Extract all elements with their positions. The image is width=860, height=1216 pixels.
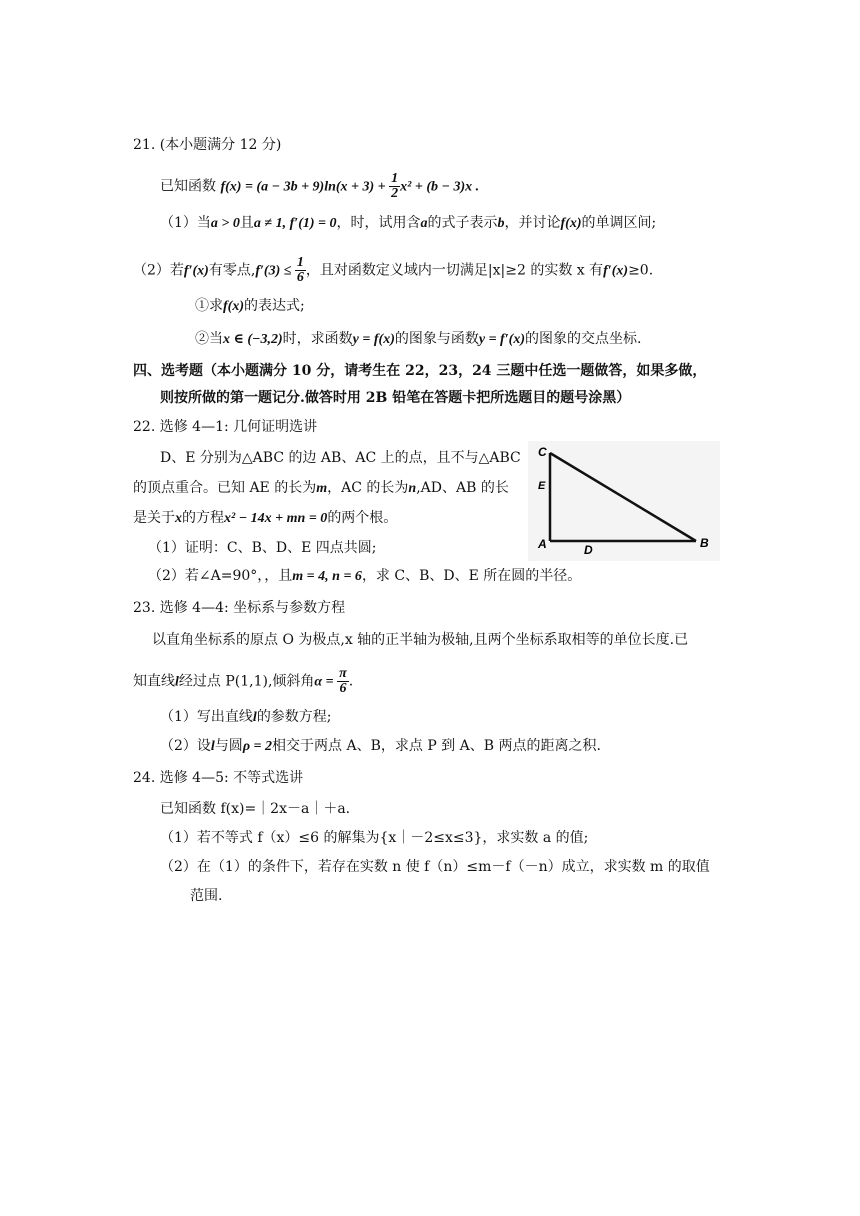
label-a: A	[538, 537, 547, 551]
label-e: E	[538, 480, 546, 492]
q21-p2-f: f′(x)	[603, 263, 629, 279]
q23-header: 23. 选修 4—4: 坐标系与参数方程	[133, 600, 346, 616]
triangle-figure	[528, 441, 720, 561]
q21-sub2	[195, 329, 641, 350]
q23-p1-b: l	[252, 710, 257, 725]
q22-l3-a: 是关于	[133, 510, 175, 526]
q24-line1: 已知函数 f(x)=｜2x－a｜＋a.	[160, 801, 351, 817]
q21-s1-c: 的表达式;	[244, 298, 305, 314]
q23-l2-b: l	[175, 674, 179, 690]
q21-p1-h: b	[497, 216, 505, 231]
q21-p1-j: f(x)	[560, 216, 582, 231]
q22-line3	[133, 508, 397, 529]
q22-l2-b: m	[316, 481, 328, 496]
q23-p2-c: 与圆	[214, 738, 243, 754]
q23-l2-a: 知直线	[133, 673, 175, 690]
q22-l3-e: 的两个根。	[327, 510, 398, 526]
q23-l2-d: α =	[314, 674, 338, 690]
q21-func-def-right: x² + (b − 3)x .	[400, 179, 480, 195]
q23-part1	[160, 707, 332, 728]
q21-p1-a: （1）当	[160, 215, 211, 231]
q22-l2-e: ,AD、AB 的长	[416, 480, 509, 496]
triangle-svg	[528, 441, 720, 561]
q21-s1-a: ①求	[195, 298, 223, 314]
q21-p1-b: a > 0	[210, 216, 240, 231]
q23-l2-frac	[337, 667, 349, 696]
section4-line1: 四、选考题（本小题满分 10 分，请考生在 22，23，24 三题中任选一题做答，如果多做，	[133, 363, 707, 379]
q21-sub1	[195, 296, 305, 317]
q21-func-frac-den: 2	[391, 186, 399, 201]
q21-part2	[133, 256, 653, 285]
q21-p2-c: 有零点,	[208, 262, 256, 279]
q22-l2-a: 的顶点重合。已知 AE 的长为	[133, 480, 317, 496]
q23-p2-b: l	[210, 739, 215, 754]
q22-p2-a: （2）若∠A=90°，，且	[148, 568, 293, 584]
q21-p1-i: ，并讨论	[504, 215, 561, 231]
q21-p2-frac-num: 1	[296, 255, 304, 270]
section4-line2: 则按所做的第一题记分.做答时用 2B 铅笔在答题卡把所选题目的题号涂黑）	[160, 390, 631, 406]
q22-p2-b: m = 4, n = 6	[292, 569, 362, 584]
q22-line2	[133, 478, 509, 499]
q23-part2	[160, 736, 601, 757]
q22-p2-c: ，求 C、B、D、E 所在圆的半径。	[361, 568, 582, 584]
q21-p1-f: a	[420, 216, 428, 231]
label-b: B	[700, 536, 709, 550]
q22-l3-d: x² − 14x + mn = 0	[224, 511, 328, 526]
q21-s2-b: x ∈ (−3,2)	[223, 332, 283, 347]
q23-l2-frac-num: π	[339, 666, 347, 681]
q23-p2-e: 相交于两点 A、B，求点 P 到 A、B 两点的距离之积.	[272, 738, 601, 754]
q24-part2: （2）在（1）的条件下，若存在实数 n 使 f（n）≤m－f（－n）成立，求实数 m 的取值	[160, 859, 710, 875]
q21-p2-b: f′(x)	[183, 263, 209, 279]
q22-l2-d: n	[408, 481, 417, 496]
label-c: C	[538, 445, 547, 459]
q21-p2-frac	[295, 256, 306, 285]
q22-part1: （1）证明：C、B、D、E 四点共圆;	[148, 540, 377, 556]
q21-s2-d: y = f(x)	[352, 332, 395, 347]
q23-l2-e: .	[348, 673, 354, 690]
q23-p1-a: （1）写出直线	[160, 709, 253, 725]
q21-func-frac-num: 1	[391, 171, 399, 186]
q22-line1: D、E 分别为△ABC 的边 AB、AC 上的点，且不与△ABC	[160, 450, 521, 466]
q21-p2-g: ≥0.	[628, 262, 654, 279]
q23-p2-d: ρ = 2	[242, 739, 273, 754]
q23-line1: 以直角坐标系的原点 O 为极点,x 轴的正半轴为极轴,且两个坐标系取相等的单位长度.已	[152, 632, 689, 648]
q24-part2-cont: 范围.	[190, 888, 223, 904]
q21-s2-g: 的图象的交点坐标.	[524, 331, 642, 347]
q24-header: 24. 选修 4—5: 不等式选讲	[133, 770, 304, 786]
q21-p1-d: a ≠ 1, f′(1) = 0	[253, 216, 337, 231]
q22-l3-c: 的方程	[182, 510, 224, 526]
q21-s2-c: 时，求函数	[282, 331, 353, 347]
label-d: D	[584, 543, 593, 557]
q22-l2-c: ，AC 的长为	[327, 480, 409, 496]
q21-p2-a: （2）若	[133, 262, 184, 279]
q22-header: 22. 选修 4—1: 几何证明选讲	[133, 419, 318, 435]
q21-p1-g: 的式子表示	[427, 215, 498, 231]
q21-intro-prefix: 已知函数	[160, 178, 216, 195]
q23-p1-c: 的参数方程;	[256, 709, 332, 725]
q23-p2-a: （2）设	[160, 738, 211, 754]
q22-l3-b: x	[175, 511, 182, 526]
q21-p2-d: f′(3) ≤	[255, 263, 295, 279]
q21-p1-c: 且	[239, 215, 254, 231]
q22-part2	[148, 566, 581, 587]
q23-line2	[133, 667, 353, 696]
q21-p2-e: ，且对函数定义域内一切满足|x|≥2 的实数 x 有	[305, 262, 604, 279]
q24-part1: （1）若不等式 f（x）≤6 的解集为{x｜－2≤x≤3}，求实数 a 的值;	[160, 830, 589, 846]
q21-func-def-left: f(x) = (a − 3b + 9)ln(x + 3) +	[220, 179, 390, 195]
q21-p1-e: ，时，试用含	[336, 215, 421, 231]
q21-s2-f: y = f′(x)	[478, 332, 525, 347]
q21-func-frac	[389, 172, 400, 201]
q21-s2-a: ②当	[195, 331, 223, 347]
q21-intro	[160, 172, 479, 201]
q23-l2-frac-den: 6	[339, 681, 347, 696]
q21-s1-b: f(x)	[223, 299, 244, 314]
q21-s2-e: 的图象与函数	[394, 331, 479, 347]
q21-header: 21. (本小题满分 12 分)	[133, 137, 282, 153]
figure-background	[528, 441, 720, 561]
q21-part1	[160, 213, 656, 234]
q21-p2-frac-den: 6	[296, 270, 304, 285]
q21-p1-k: 的单调区间;	[581, 215, 657, 231]
q23-l2-c: 经过点 P(1,1),倾斜角	[178, 673, 315, 690]
